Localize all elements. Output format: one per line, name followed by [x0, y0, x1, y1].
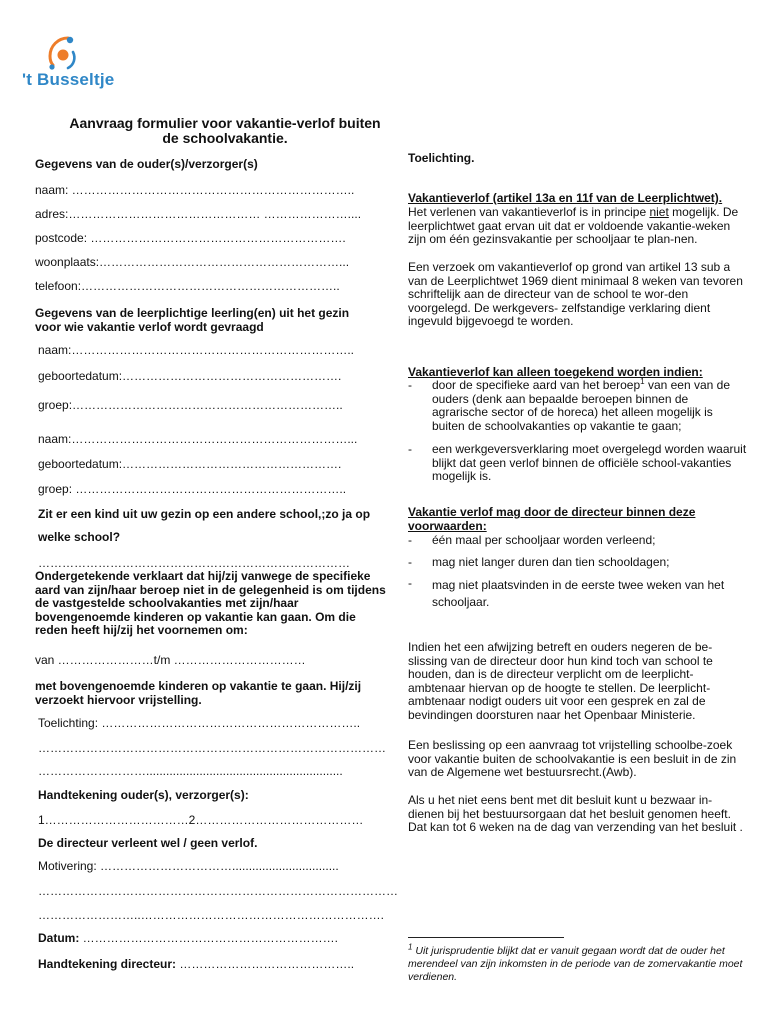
- parent-postcode-field[interactable]: postcode: ……………………………………………………….: [35, 231, 346, 245]
- datum-dots: ……………………………………………………….: [79, 931, 339, 945]
- logo-text: 't Busseltje: [22, 70, 115, 89]
- parent-woonplaats-field[interactable]: woonplaats:……………………………………………………...: [35, 255, 350, 269]
- other-school-answer-field[interactable]: ……………………………………………………………………: [38, 556, 350, 570]
- footnote-text: Uit jurisprudentie blijkt dat er vanuit gegaan wordt dat de ouder het merendeel van zijn inkomsten in de periode van de zomervakantie moet verdienen.: [408, 945, 743, 983]
- director-decision-heading: De directeur verleent wel / geen verlof.: [38, 836, 258, 850]
- alleen-item-1-a: door de specifieke aard van het beroep: [432, 378, 641, 392]
- other-school-question-cont: welke school?: [38, 530, 121, 544]
- alleen-item-1: [432, 379, 744, 433]
- alleen-dash-2: -: [408, 442, 412, 456]
- toelichting-heading: Toelichting.: [408, 151, 475, 165]
- parent-signature-heading: Handtekening ouder(s), verzorger(s):: [38, 788, 249, 802]
- alleen-item-2: een werkgeversverklaring moet overgelegd worden waaruit blijkt dat geen verlof binnen de officiële school-vakanties mogelijk is.: [432, 442, 747, 484]
- alleen-dash-1: -: [408, 378, 412, 392]
- toelichting-line-2[interactable]: ……………………………………………………………………………: [38, 741, 386, 755]
- footnote: [408, 942, 744, 983]
- mag-item-1: één maal per schooljaar worden verleend;: [432, 533, 656, 547]
- afwijzing-paragraph: Indien het een afwijzing betreft en ouders negeren de be-slissing van de directeur door hun kind toch van school te houden, dan is de directeur verplicht om de leerplicht-ambtenaar hiervan op de hoogte te stellen. De leerplicht-ambtenaar nodigt ouders uit voor een gesprek en zal de bevindingen doorsturen naar het Openbaar Ministerie.: [408, 640, 713, 722]
- parent-signature-field[interactable]: 1………………………………2……………………………………: [38, 813, 364, 827]
- vakantieverlof-p1: [408, 206, 746, 247]
- mag-heading: Vakantie verlof mag door de directeur binnen deze voorwaarden:: [408, 505, 696, 533]
- vakantieverlof-p2: Een verzoek om vakantieverlof op grond van artikel 13 sub a van de Leerplichtwet 1969 dient minimaal 8 weken van tevoren schriftelijk aan de directeur van de school te wor-den voorgelegd. De werkgevers- zelfstandige verklaring dient ingevuld bijgevoegd te worden.: [408, 260, 743, 329]
- declaration-text: Ondergetekende verklaart dat hij/zij vanwege de specifieke aard van zijn/haar beroep niet in de gelegenheid is om tijdens de vastgestelde schoolvakanties met zijn/haar bovengenoemde kinderen op vakantie kan gaan. Om die reden heeft hij/zij het voornemen om:: [35, 569, 386, 638]
- children-heading: Gegevens van de leerplichtige leerling(en) uit het gezin voor wie vakantie verlof wordt gevraagd: [35, 306, 350, 334]
- child1-naam-field[interactable]: naam:……………………………………………………………..: [38, 343, 355, 357]
- mag-item-2: mag niet langer duren dan tien schooldagen;: [432, 555, 670, 569]
- child2-groep-field[interactable]: groep: …………………………………………………………..: [38, 482, 347, 496]
- datum-label: Datum:: [38, 931, 80, 945]
- parent-telefoon-field[interactable]: telefoon:………………………………………………………..: [35, 279, 340, 293]
- parent-naam-field[interactable]: naam: ……………………………………………………………..: [35, 183, 355, 197]
- motivering-line-2[interactable]: ………………………………………………………………………………: [38, 884, 398, 898]
- beslissing-paragraph: Een beslissing op een aanvraag tot vrijstelling schoolbe-zoek voor vakantie buiten de schoolvakantie is een besluit in de zin van de Algemene wet bestuursrecht.(Awb).: [408, 738, 737, 780]
- vak-niet: niet: [649, 205, 669, 219]
- footnote-number: 1: [408, 942, 413, 952]
- declaration-go: met bovengenoemde kinderen op vakantie te gaan. Hij/zij verzoekt hiervoor vrijstelling.: [35, 679, 362, 707]
- parent-adres-field[interactable]: adres:………………………………………… …………………....: [35, 207, 362, 221]
- alleen-item-1-b: van een van de ouders (denk aan bepaalde beroepen binnen de agrarische sector of de horeca) het alleen mogelijk is buiten de schoolvakanties op vakantie te gaan;: [432, 378, 731, 433]
- child2-geboortedatum-field[interactable]: geboortedatum:……………………………………………….: [38, 457, 342, 471]
- child2-naam-field[interactable]: naam:……………………………………………………………...: [38, 432, 358, 446]
- mag-item-3: mag niet plaatsvinden in de eerste twee weken van het schooljaar.: [432, 578, 725, 609]
- form-title: Aanvraag formulier voor vakantie-verlof buiten de schoolvakantie.: [69, 115, 381, 146]
- child1-geboortedatum-field[interactable]: geboortedatum:……………………………………………….: [38, 369, 342, 383]
- vak-p1-a: Het verlenen van vakantieverlof is in principe: [408, 205, 647, 219]
- director-signature-dots: ……………………………………..: [176, 957, 355, 971]
- mag-dash-2: -: [408, 555, 412, 569]
- toelichting-line-3[interactable]: ………………………...........................................................: [38, 764, 343, 778]
- motivering-line-3[interactable]: ……………………..…………………………………………………….: [38, 908, 385, 922]
- mag-dash-1: -: [408, 533, 412, 547]
- footnote-ref: 1: [640, 377, 645, 386]
- other-school-question: Zit er een kind uit uw gezin op een andere school,;zo ja op: [38, 507, 371, 521]
- mag-dash-3: -: [408, 576, 412, 590]
- director-signature-label: Handtekening directeur:: [38, 957, 177, 971]
- footnote-divider: [408, 937, 564, 938]
- bezwaar-paragraph: Als u het niet eens bent met dit besluit kunt u bezwaar in-dienen bij het bestuursorgaan dat het besluit genomen heeft. Dat kan tot 6 weken na de dag van verzending van het besluit .: [408, 793, 743, 835]
- period-field[interactable]: van ……………………t/m ……………………………: [35, 653, 306, 667]
- vak-p1-b: mogelijk. De leerplichtwet gaat ervan uit dat er voldoende vakantie-weken zijn om één gezinsvakantie per schooljaar te plan-nen.: [408, 205, 739, 247]
- school-logo: [22, 34, 132, 94]
- motivering-field[interactable]: Motivering: ……………………………................................: [38, 859, 339, 873]
- director-signature-field[interactable]: [38, 957, 354, 971]
- datum-field[interactable]: [38, 931, 338, 945]
- logo-mark-icon: [40, 34, 86, 74]
- child1-groep-field[interactable]: groep:…………………………………………………………..: [38, 398, 343, 412]
- toelichting-field[interactable]: Toelichting: ………………………………………………………..: [38, 716, 361, 730]
- parents-heading: Gegevens van de ouder(s)/verzorger(s): [35, 157, 258, 171]
- alleen-heading: Vakantieverlof kan alleen toegekend worden indien:: [408, 365, 703, 379]
- vakantieverlof-heading: Vakantieverlof (artikel 13a en 11f van de Leerplichtwet).: [408, 191, 723, 205]
